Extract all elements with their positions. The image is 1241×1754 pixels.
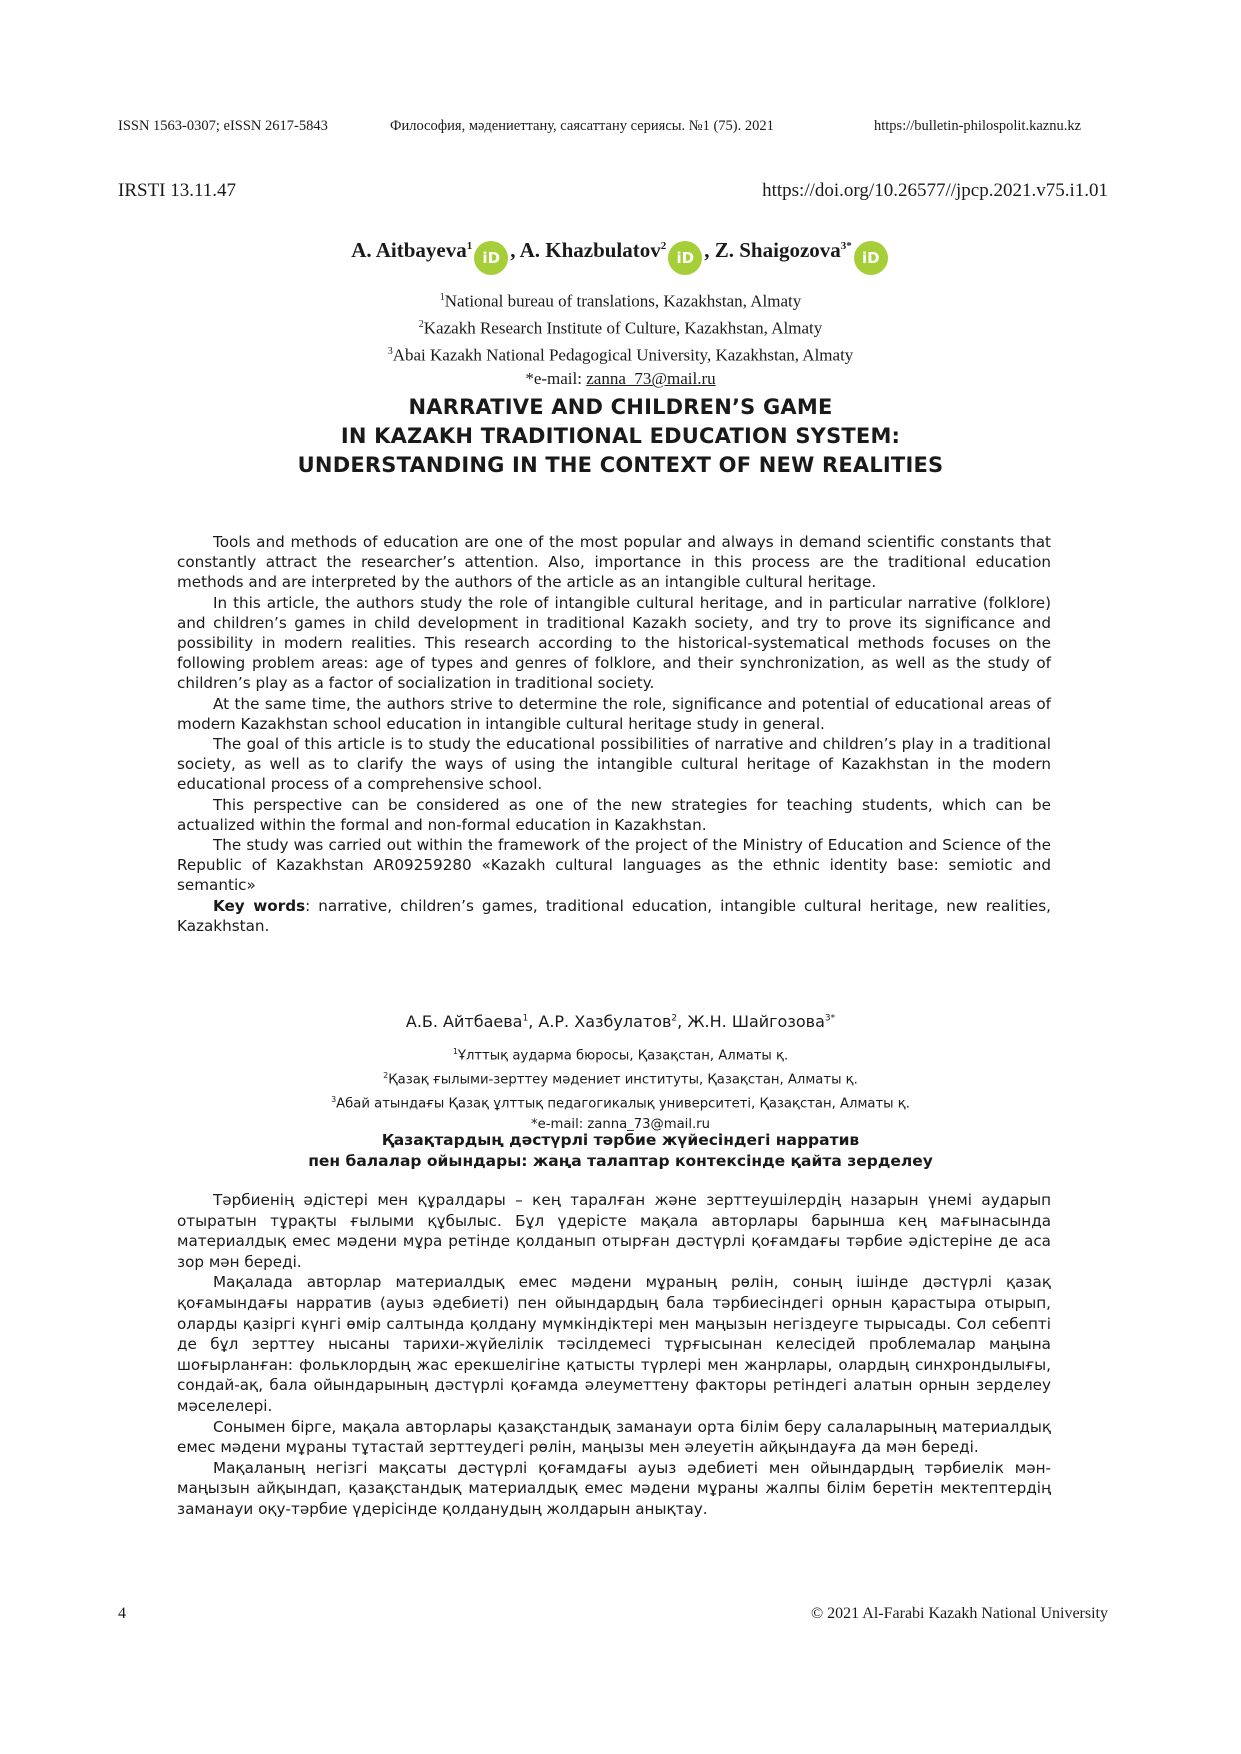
irsti-code: IRSTI 13.11.47 bbox=[118, 180, 237, 201]
page-footer bbox=[118, 1605, 1108, 1623]
author-sup: 3* bbox=[824, 1013, 836, 1024]
kazakh-author-list: А.Б. Айтбаева$^1$, А.Р. Хазбулатов$^2$, Ж.Н. Шайгозова$^{3*}$ bbox=[405, 1012, 836, 1031]
keywords-paragraph bbox=[177, 896, 1051, 936]
copyright-text: © 2021 Al-Farabi Kazakh National University bbox=[811, 1605, 1108, 1622]
kazakh-abstract bbox=[177, 1190, 1051, 1520]
author-sup: 1 bbox=[466, 240, 473, 252]
journal-url-link[interactable]: https://bulletin-philospolit.kaznu.kz bbox=[874, 118, 1082, 134]
issn-text: ISSN 1563-0307; eISSN 2617-5843 bbox=[118, 118, 328, 134]
abstract-paragraph: At the same time, the authors strive to determine the role, significance and potential of educational areas of modern Kazakhstan school education in intangible cultural heritage study in general. bbox=[177, 694, 1051, 733]
affiliation-sup: 2 bbox=[383, 1071, 389, 1081]
affiliation-line bbox=[0, 286, 1241, 313]
abstract-paragraph: Тәрбиенің әдістері мен құралдары – кең таралған және зерттеушілердің назарын үнемі аударып отыратын тұрақты ғылыми құбылыс. Бұл үдерісте мақала авторлары барынша кең мағынасында материалдық емес мәдени мұра ретінде қолданып отырған дәстүрлі қоғамдағы тәрбие әдістеріне де аса зор мән береді. bbox=[177, 1191, 1051, 1271]
abstract-paragraph: The study was carried out within the framework of the project of the Ministry of Education and Science of the Republic of Kazakhstan AR09259280 «Kazakh cultural languages as the ethnic identity base: semiotic and semantic» bbox=[177, 836, 1051, 895]
affiliations bbox=[0, 286, 1241, 391]
abstract-paragraph: In this article, the authors study the role of intangible cultural heritage, and in particular narrative (folklore) and children’s games in child development in traditional Kazakh society, and try to prove its significance and possibility in modern realities. This research according to the historical-systematical methods focuses on the following problem areas: age of types and genres of folklore, and their synchronization, as well as the study of children’s play as a factor of socialization in traditional society. bbox=[177, 593, 1051, 693]
identifier-row bbox=[118, 180, 1108, 202]
title-line: IN KAZAKH TRADITIONAL EDUCATION SYSTEM: bbox=[340, 424, 901, 448]
author-sup: 1 bbox=[522, 1013, 529, 1024]
journal-series-text: Философия, мәдениеттану, саясаттану сериясы. №1 (75). 2021 bbox=[390, 118, 774, 134]
abstract-paragraph: Мақалада авторлар материалдық емес мәдени мұраның рөлін, соның ішінде дәстүрлі қазақ қоғамындағы нарратив (ауыз әдебиеті) пен ойындардың бала тәрбиесіндегі орнын қарастыра отырып, оларды қазіргі күнгі өмір салтында қолдану мүмкіндіктері мен маңызын негіздеуге тырысады. Сол себепті де бұл зерттеу нысаны тарихи-жүйелілік тәсілдемесі тұрғысынан келесідей проблемалар маңына шоғырланған: фольклордың жас ерекшелігіне қатысты түрлері мен жанрлары, олардың синхрондылығы, сондай-ақ, бала ойындарының дәстүрлі қоғамда әлеуметтену факторы ретіндегі алатын орнын зерделеу мәселелері. bbox=[177, 1273, 1051, 1415]
doi-link[interactable]: https://doi.org/10.26577//jpcp.2021.v75.i1.01 bbox=[762, 180, 1108, 201]
abstract-paragraph: The goal of this article is to study the educational possibilities of narrative and children’s play in a traditional society, as well as to clarify the ways of using the intangible cultural heritage of Kazakhstan in the modern educational process of a comprehensive school. bbox=[177, 735, 1051, 794]
affiliation-line bbox=[0, 313, 1241, 340]
keywords-label: Key words bbox=[213, 896, 306, 915]
author-list: A. Aitbayeva$^1$iD , A. Khazbulatov$^2$iD , Z. Shaigozova$^{3*}$iD bbox=[0, 238, 1241, 275]
orcid-icon[interactable]: iD bbox=[668, 241, 702, 275]
affiliation-text: Қазақ ғылыми-зерттеу мәдениет институты, Қазақстан, Алматы қ. bbox=[388, 1072, 858, 1088]
affiliation-line bbox=[0, 340, 1241, 367]
author-name: А.Р. Хазбулатов bbox=[538, 1012, 672, 1031]
page-number: 4 bbox=[118, 1605, 126, 1622]
affiliation-line bbox=[0, 1066, 1241, 1090]
affiliation-text: Ұлттық аударма бюросы, Қазақстан, Алматы қ. bbox=[457, 1048, 789, 1064]
affiliation-text: National bureau of translations, Kazakhstan, Almaty bbox=[444, 291, 802, 311]
title-line: NARRATIVE AND CHILDREN’S GAME bbox=[408, 395, 833, 419]
title-line: Қазақтардың дәстүрлі тәрбие жүйесіндегі нарратив bbox=[381, 1131, 860, 1149]
email-label: *e-mail: bbox=[525, 369, 587, 389]
kazakh-article-title bbox=[0, 1130, 1241, 1172]
affiliation-text: Kazakh Research Institute of Culture, Kazakhstan, Almaty bbox=[423, 318, 823, 338]
title-line: UNDERSTANDING IN THE CONTEXT OF NEW REALITIES bbox=[297, 453, 944, 477]
affiliation-text: Абай атындағы Қазақ ұлттық педагогикалық университеті, Қазақстан, Алматы қ. bbox=[336, 1096, 910, 1112]
author-name: A. Aitbayeva bbox=[351, 238, 467, 262]
author-sup: 2 bbox=[671, 1013, 678, 1024]
abstract-paragraph: This perspective can be considered as one of the new strategies for teaching students, which can be actualized within the formal and non-formal education in Kazakhstan. bbox=[177, 795, 1051, 834]
affiliation-line bbox=[0, 1042, 1241, 1066]
author-name: Ж.Н. Шайгозова bbox=[687, 1012, 825, 1031]
email-line: *e-mail: zanna_73@mail.ru bbox=[531, 1116, 710, 1132]
email-line bbox=[0, 367, 1241, 391]
affiliation-sup: 3 bbox=[387, 346, 393, 358]
article-title bbox=[0, 393, 1241, 480]
author-sup: 2 bbox=[660, 240, 667, 252]
affiliation-sup: 1 bbox=[452, 1047, 458, 1056]
affiliation-line bbox=[0, 1090, 1241, 1114]
kazakh-affiliations bbox=[0, 1042, 1241, 1134]
author-name: А.Б. Айтбаева bbox=[405, 1012, 523, 1031]
author-name: A. Khazbulatov bbox=[519, 238, 661, 262]
title-line: пен балалар ойындары: жаңа талаптар контексінде қайта зерделеу bbox=[308, 1152, 933, 1170]
orcid-icon[interactable]: iD bbox=[474, 241, 508, 275]
affiliation-sup: 3 bbox=[331, 1095, 337, 1105]
affiliation-text: Abai Kazakh National Pedagogical University, Kazakhstan, Almaty bbox=[392, 345, 854, 365]
author-name: Z. Shaigozova bbox=[714, 238, 841, 262]
abstract-paragraph: Сонымен бірге, мақала авторлары қазақстандық заманауи орта білім беру салаларының материалдық емес мәдени мұраны тұтастай зерттеудегі рөлін, маңызы мен әлеуетін айқындауға да мән береді. bbox=[177, 1417, 1051, 1457]
keywords-text: : narrative, children’s games, traditional education, intangible cultural heritage, new realities, Kazakhstan. bbox=[177, 896, 1051, 935]
abstract-paragraph: Мақаланың негізгі мақсаты дәстүрлі қоғамдағы ауыз әдебиеті мен ойындардың тәрбиелік мән-маңызын айқындап, қазақстандық материалдық емес мәдени мұраны жалпы білім беретін мектептердің заманауи оқу-тәрбие үдерісінде қолданудың жолдарын анықтау. bbox=[177, 1458, 1051, 1518]
author-sup: 3* bbox=[840, 240, 852, 252]
orcid-icon[interactable]: iD bbox=[854, 241, 888, 275]
english-abstract bbox=[177, 532, 1051, 936]
affiliation-sup: 1 bbox=[439, 292, 445, 303]
abstract-paragraph: Tools and methods of education are one of the most popular and always in demand scientific constants that constantly attract the researcher’s attention. Also, importance in this process are the traditional education methods and are interpreted by the authors of the article as an intangible cultural heritage. bbox=[177, 533, 1051, 592]
affiliation-sup: 2 bbox=[418, 319, 424, 331]
email-link[interactable]: zanna_73@mail.ru bbox=[586, 369, 716, 389]
